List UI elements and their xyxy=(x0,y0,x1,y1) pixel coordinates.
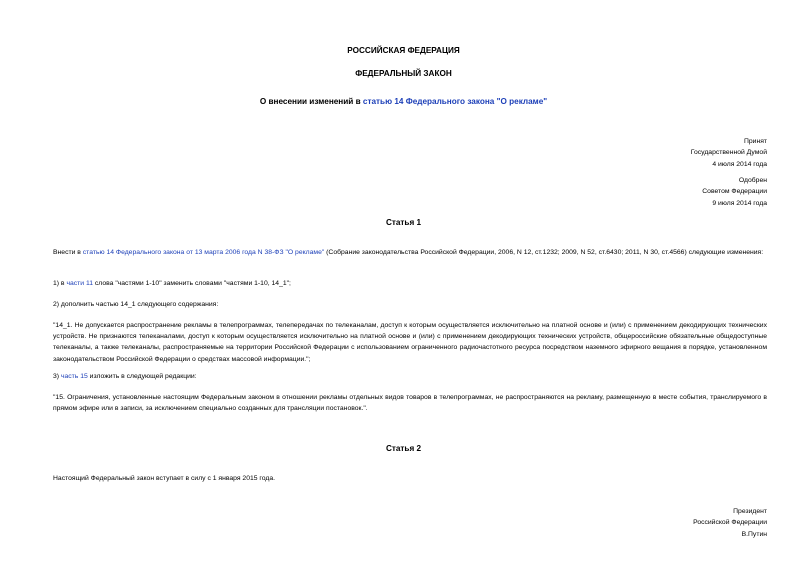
signature-block xyxy=(693,506,767,540)
item1-prefix: 1) в xyxy=(53,280,67,287)
accepted-label: Принят xyxy=(743,138,767,145)
intro-suffix: (Собрание законодательства Российской Федерации, 2006, N 12, ст.1232; 2009, N 52, ст.6430; 2011, N 30, ст.4566) следующие изменения: xyxy=(324,249,764,256)
accepted-date: 4 июля 2014 года xyxy=(712,160,767,168)
law-title xyxy=(0,97,807,106)
adoption-duma xyxy=(691,136,767,170)
article1-heading: Статья 1 xyxy=(385,218,422,227)
article1-item1 xyxy=(53,278,767,289)
article1-intro xyxy=(53,247,767,258)
approved-body: Советом Федерации xyxy=(702,188,767,196)
law-title-link[interactable]: статью 14 Федерального закона "О рекламе" xyxy=(362,97,548,106)
item1-link[interactable]: части 11 xyxy=(66,280,94,287)
article2-text: Настоящий Федеральный закон вступает в силу с 1 января 2015 года. xyxy=(53,475,276,482)
country-heading: РОССИЙСКАЯ ФЕДЕРАЦИЯ xyxy=(347,46,460,55)
law-type-heading: ФЕДЕРАЛЬНЫЙ ЗАКОН xyxy=(355,69,452,78)
article1-quote1: "14_1. Не допускается распространение рекламы в телепрограммах, телепередачах по телеканалам, доступ к которым осуществляется исключительно на платной основе и (или) с применением декодирующих технических устройств. Не признаются телеканалами, доступ к которым осуществляется исключительно на платной основе и (или) с применением декодирующих технических устройств, общероссийские обязательные общедоступные телеканалы, а также телеканалы, распространяемые на территории Российской Федерации с использованием ограниченного радиочастотного ресурса посредством наземного эфирного вещания в порядке, установленном законодательством Российской Федерации о средствах массовой информации."; xyxy=(53,322,767,363)
article1-item2: 2) дополнить частью 14_1 следующего содержания: xyxy=(53,301,219,308)
signature-country: Российской Федерации xyxy=(693,519,767,527)
item3-suffix: изложить в следующей редакции: xyxy=(87,373,197,380)
accepted-body: Государственной Думой xyxy=(690,149,767,157)
item1-suffix: слова "частями 1-10" заменить словами "частями 1-10, 14_1"; xyxy=(93,280,291,287)
signature-title: Президент xyxy=(733,508,767,515)
approved-label: Одобрен xyxy=(738,177,767,184)
adoption-council xyxy=(702,175,767,209)
approved-date: 9 июля 2014 года xyxy=(712,199,767,207)
law-title-prefix: О внесении изменений в xyxy=(259,97,363,106)
item3-prefix: 3) xyxy=(53,373,61,380)
article1-item3 xyxy=(53,371,767,382)
article1-quote2: "15. Ограничения, установленные настоящим Федеральным законом в отношении рекламы отдельных видов товаров в телепрограммах, не распространяются на рекламу, размещенную в месте события, транслируемого в прямом эфире или в записи, за исключением специально созданных для трансляции постановок.". xyxy=(53,394,767,413)
intro-link[interactable]: статью 14 Федерального закона от 13 марта 2006 года N 38-ФЗ "О рекламе" xyxy=(82,249,325,256)
intro-prefix: Внести в xyxy=(53,249,83,256)
item3-link[interactable]: часть 15 xyxy=(60,373,88,380)
article2-heading: Статья 2 xyxy=(385,444,422,453)
signature-name: В.Путин xyxy=(741,530,767,538)
